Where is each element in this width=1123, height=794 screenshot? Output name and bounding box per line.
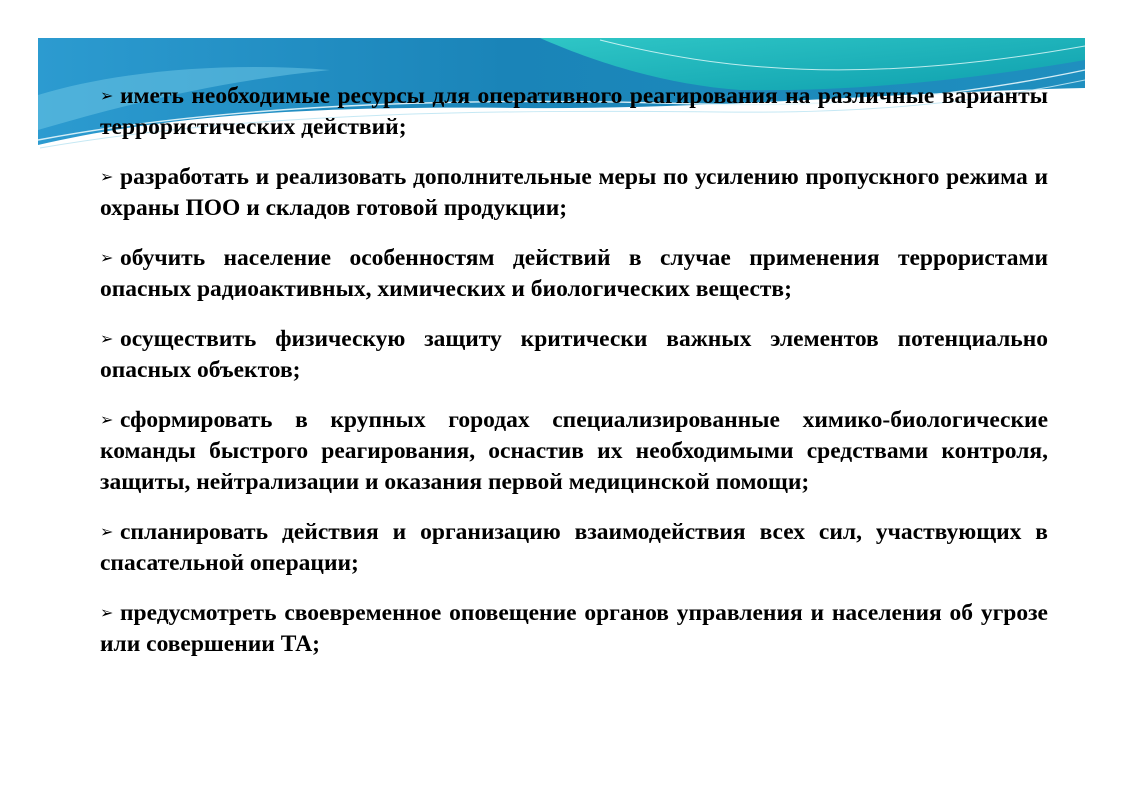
list-item (100, 404, 1048, 498)
arrow-bullet-icon: ➢ (100, 167, 114, 186)
list-item (100, 323, 1048, 386)
arrow-bullet-icon: ➢ (100, 86, 114, 105)
list-item-text: предусмотреть своевременное оповещение органов управления и населения об угрозе или совершении ТА; (100, 600, 1048, 657)
list-item (100, 597, 1048, 660)
arrow-bullet-icon: ➢ (100, 329, 114, 348)
list-item (100, 161, 1048, 224)
list-item-text: разработать и реализовать дополнительные меры по усилению пропускного режима и охраны ПОО и складов готовой продукции; (100, 164, 1048, 221)
arrow-bullet-icon: ➢ (100, 248, 114, 267)
list-item-text: иметь необходимые ресурсы для оперативного реагирования на различные варианты террористических действий; (100, 83, 1048, 140)
arrow-bullet-icon: ➢ (100, 603, 114, 622)
list-item-text: обучить население особенностям действий в случае применения террористами опасных радиоактивных, химических и биологических веществ; (100, 245, 1048, 302)
list-item (100, 80, 1048, 143)
arrow-bullet-icon: ➢ (100, 410, 114, 429)
arrow-bullet-icon: ➢ (100, 522, 114, 541)
list-item-text: осуществить физическую защиту критически важных элементов потенциально опасных объектов; (100, 326, 1048, 383)
list-item (100, 242, 1048, 305)
bullet-list (100, 80, 1048, 678)
list-item (100, 516, 1048, 579)
list-item-text: сформировать в крупных городах специализированные химико-биологические команды быстрого реагирования, оснастив их необходимыми средствами контроля, защиты, нейтрализации и оказания первой медицинской помощи; (100, 407, 1048, 495)
list-item-text: спланировать действия и организацию взаимодействия всех сил, участвующих в спасательной операции; (100, 519, 1048, 576)
